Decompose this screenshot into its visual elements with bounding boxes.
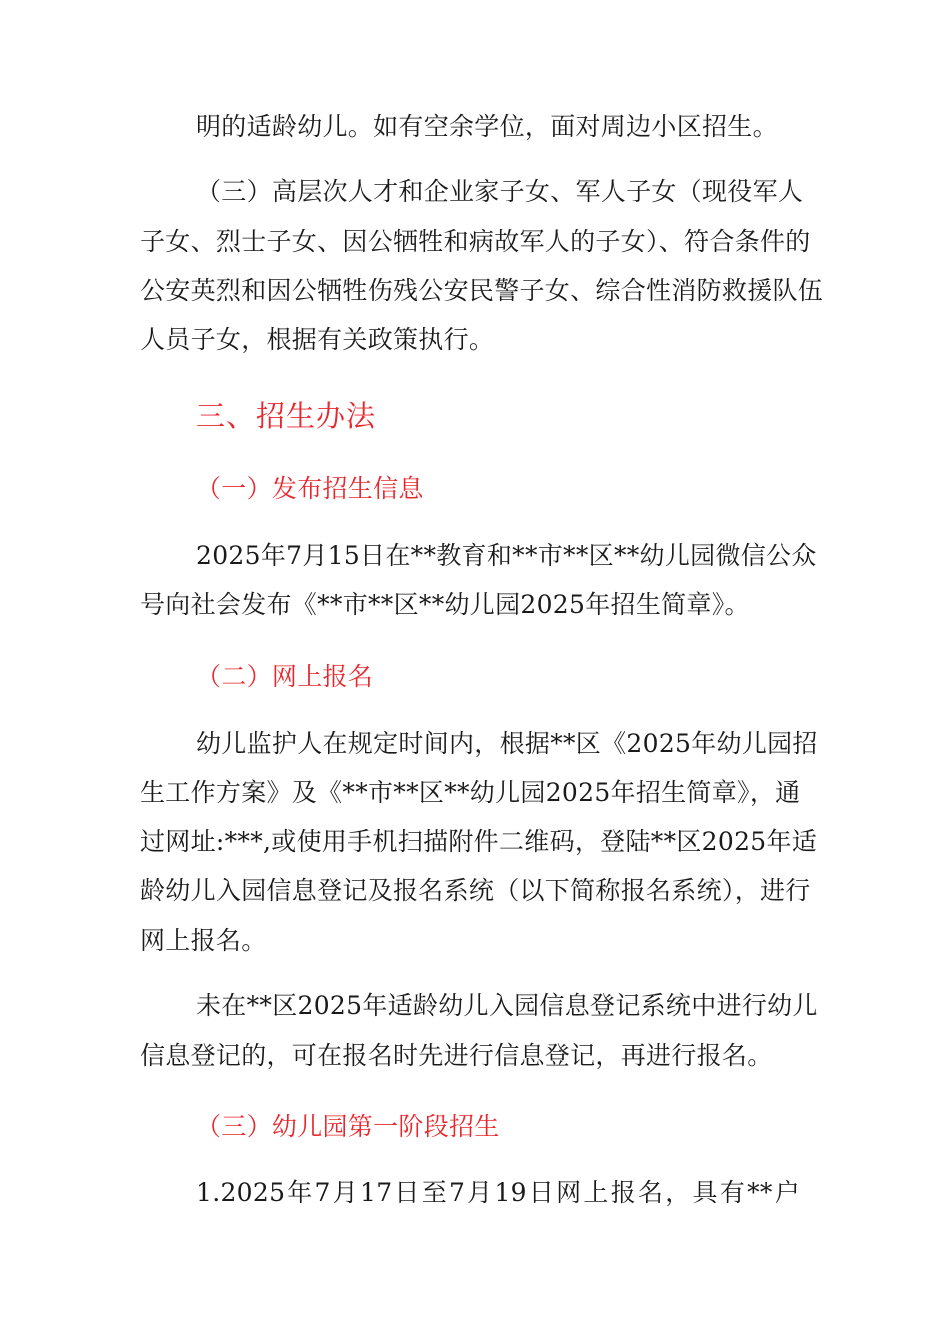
subsection-heading: （三）幼儿园第一阶段招生 [196, 1112, 500, 1141]
subsection-heading: （一）发布招生信息 [196, 474, 424, 503]
paragraph-line: 公安英烈和因公牺牲伤残公安民警子女、综合性消防救援队伍 [140, 276, 824, 305]
paragraph-line: 生工作方案》及《**市**区**幼儿园2025年招生简章》，通 [140, 778, 801, 807]
section-heading: 三、招生办法 [196, 399, 377, 433]
paragraph-line: 网上报名。 [140, 926, 267, 955]
paragraph-line: 2025年7月15日在**教育和**市**区**幼儿园微信公众 [196, 541, 817, 570]
paragraph-line: 未在**区2025年适龄幼儿入园信息登记系统中进行幼儿 [196, 991, 818, 1020]
paragraph-line: 人员子女，根据有关政策执行。 [140, 325, 495, 354]
subsection-heading: （二）网上报名 [196, 662, 374, 691]
paragraph-line: 号向社会发布《**市**区**幼儿园2025年招生简章》。 [140, 590, 750, 619]
paragraph-line: 子女、烈士子女、因公牺牲和病故军人的子女）、符合条件的 [140, 227, 811, 256]
paragraph-line: 明的适龄幼儿。如有空余学位，面对周边小区招生。 [196, 112, 778, 141]
paragraph-line: （三）高层次人才和企业家子女、军人子女（现役军人 [196, 177, 804, 206]
paragraph-line: 1.2025年7月17日至7月19日网上报名，具有**户 [196, 1178, 800, 1207]
paragraph-line: 幼儿监护人在规定时间内，根据**区《2025年幼儿园招 [196, 729, 818, 758]
paragraph-line: 过网址:***,或使用手机扫描附件二维码，登陆**区2025年适 [140, 827, 818, 856]
paragraph-line: 信息登记的，可在报名时先进行信息登记，再进行报名。 [140, 1041, 773, 1070]
paragraph-line: 龄幼儿入园信息登记及报名系统（以下简称报名系统），进行 [140, 876, 811, 905]
